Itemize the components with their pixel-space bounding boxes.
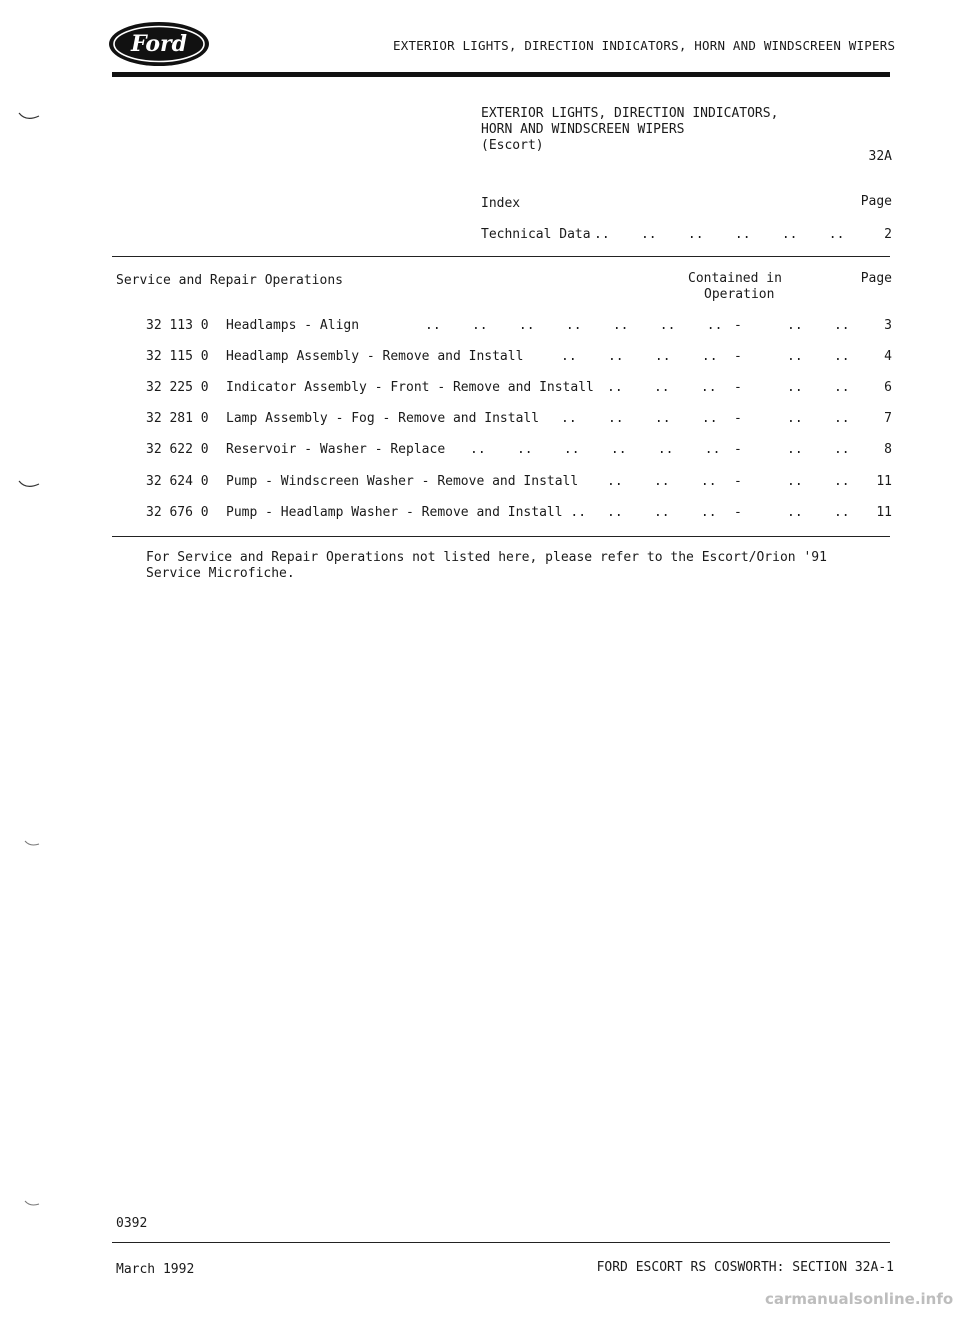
operation-title: Headlamp Assembly - Remove and Install [226,349,524,364]
operation-page: 4 [884,349,892,364]
operation-contained: - [734,505,742,520]
rule-index [112,256,890,257]
operation-page: 11 [876,474,892,489]
section-title-line3: (Escort) [481,138,544,153]
footer-rule [112,1242,890,1243]
operation-page: 7 [884,411,892,426]
operation-title: Reservoir - Washer - Replace [226,442,446,457]
operation-page: 3 [884,318,892,333]
margin-mark [18,480,40,492]
ops-page-label: Page [860,271,892,286]
operation-leader: .. .. .. [607,505,717,520]
technical-data-page: 2 [884,227,892,242]
operation-leader: .. .. .. .. .. .. .. [425,318,723,333]
rule-operations [112,536,890,537]
note-line2: Service Microfiche. [146,566,295,581]
operation-trail: .. .. [787,505,850,520]
margin-mark [18,112,40,124]
operation-leader: .. .. .. .. [561,411,718,426]
operation-title: Indicator Assembly - Front - Remove and Install [226,380,594,395]
operation-contained: - [734,318,742,333]
ford-logo-text: Ford [130,31,188,57]
operation-trail: .. .. [787,474,850,489]
operation-title: Lamp Assembly - Fog - Remove and Install [226,411,540,426]
operation-contained: - [734,411,742,426]
operation-code: 32 115 0 [146,349,209,364]
operation-title: Pump - Windscreen Washer - Remove and Install [226,474,579,489]
operation-leader: .. .. .. [607,380,717,395]
operation-page: 11 [876,505,892,520]
service-ops-label: Service and Repair Operations [116,273,343,288]
margin-mark [24,1200,40,1208]
ford-logo [107,18,211,70]
footer-section: FORD ESCORT RS COSWORTH: SECTION 32A-1 [596,1260,894,1275]
header-rule [112,72,890,77]
margin-mark [24,840,40,848]
contained-in-label: Contained in [688,271,782,286]
operation-code: 32 624 0 [146,474,209,489]
operation-trail: .. .. [787,442,850,457]
operation-code: 32 622 0 [146,442,209,457]
operation-code: 32 225 0 [146,380,209,395]
operation-trail: .. .. [787,411,850,426]
footer-code: 0392 [116,1216,148,1231]
index-label: Index [481,196,521,211]
operation-page: 6 [884,380,892,395]
operation-trail: .. .. [787,349,850,364]
technical-data-leader: .. .. .. .. .. .. [594,227,845,242]
operation-contained: - [734,349,742,364]
section-title-line1: EXTERIOR LIGHTS, DIRECTION INDICATORS, [481,106,779,121]
operation-leader: .. .. .. [607,474,717,489]
operation-title: Headlamps - Align [226,318,360,333]
index-page-label: Page [860,194,892,209]
watermark: carmanualsonline.info [765,1290,954,1308]
header-title: EXTERIOR LIGHTS, DIRECTION INDICATORS, HORN AND WINDSCREEN WIPERS [393,38,896,53]
operation-trail: .. .. [787,380,850,395]
operation-code: 32 113 0 [146,318,209,333]
operation-contained: - [734,474,742,489]
operation-leader: .. .. .. .. .. .. [470,442,721,457]
operation-page: 8 [884,442,892,457]
technical-data-label: Technical Data [481,227,591,242]
operation-title: Pump - Headlamp Washer - Remove and Install .. [226,505,587,520]
contained-operation-label: Operation [704,287,775,302]
note-line1: For Service and Repair Operations not listed here, please refer to the Escort/Orion '91 [146,550,827,565]
operation-leader: .. .. .. .. [561,349,718,364]
operation-code: 32 676 0 [146,505,209,520]
section-title-line2: HORN AND WINDSCREEN WIPERS [481,122,685,137]
operation-contained: - [734,380,742,395]
operation-trail: .. .. [787,318,850,333]
operation-contained: - [734,442,742,457]
section-code: 32A [868,149,892,164]
footer-date: March 1992 [116,1262,195,1277]
operation-code: 32 281 0 [146,411,209,426]
